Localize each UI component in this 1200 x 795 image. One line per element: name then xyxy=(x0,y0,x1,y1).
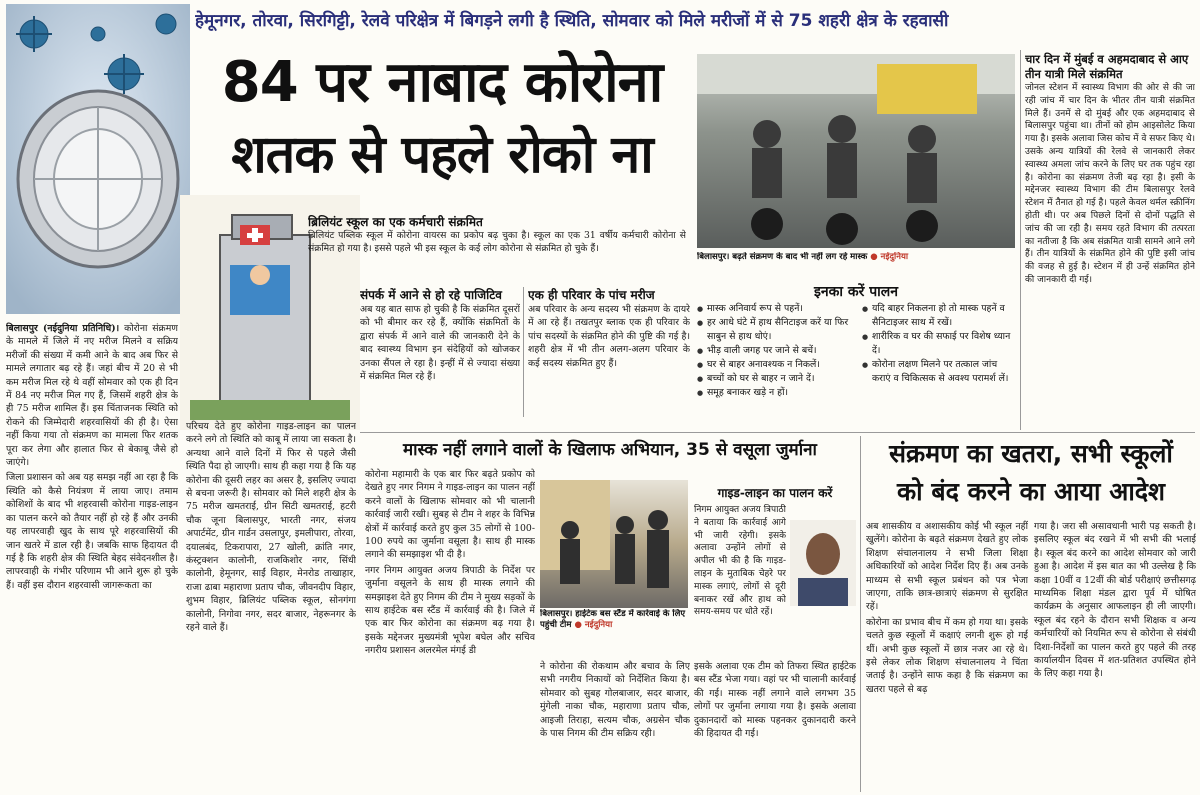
divider xyxy=(1020,50,1021,430)
headline-line-1: 84 पर नाबाद कोरोना xyxy=(221,50,663,115)
headline-line-2: शतक से पहले रोको ना xyxy=(231,125,653,185)
family-body: अब परिवार के अन्य सदस्य भी संक्रमण के दायरे में आ रहे हैं। तखतपुर ब्लाक एक ही परिवार के पांच सदस्यों के संक्रमित होने की पुष्टि की गई है। शहरी क्षेत्र में भी तीन अलग-अलग परिवार के कई सदस्य संक्रमित हुए हैं। xyxy=(528,304,690,369)
caption-credit: ● नईदुनिया xyxy=(870,252,909,262)
brilliant-school-body: ब्रिलियंट पब्लिक स्कूल में कोरोना वायरस का प्रकोप बढ़ चुका है। स्कूल का एक 31 वर्षीय कर्मचारी कोरोना से संक्रमित हो गया है। इससे पहले भी इस स्कूल के कई लोग कोरोना से संक्रमित हो चुके हैं। xyxy=(308,230,686,254)
contact-body: अब यह बात साफ हो चुकी है कि संक्रमित दूसरों को भी बीमार कर रहे हैं, क्योंकि संक्रमितों के द्वारा संपर्क में आने वाले की जानकारी देने के बाद स्वास्थ्य विभाग इन संदेहियों को खोजकर उनका सैंपल ले रहा है। इन्हीं में से ज्यादा संख्या में संक्रमित मिल रहे हैं। xyxy=(360,304,520,383)
list-item: ● हर आधे घंटे में हाथ सैनिटाइज करें या फिर साबुन से हाथ धोएं। xyxy=(697,316,857,344)
schools-col2: गया है। जरा सी असावधानी भारी पड़ सकती है। इसलिए स्कूल बंद रखने में भी सभी की भलाई है। स्कूल बंद करने का आदेश सोमवार को जारी हुआ है। आदेश में इस बात का भी उल्लेख है कि कक्षा 10वीं व 12वीं की बोर्ड परीक्षाएं छत्तीसगढ़ माध्यमिक शिक्षा मंडल द्वारा पूर्व में घोषित कार्यक्रम के अनुसार आफलाइन ही ली जाएगी। स्कूल बंद रहने के दौरान सभी शिक्षक व अन्य कर्मचारियों को नियमित रूप से कोरोना से संबंधी दिशा-निर्देशों का पालन करते हुए पहले की तरह कार्यालयीन दिवस में शत-प्रतिशत उपस्थित होने के लिए कहा गया है। xyxy=(1034,521,1196,680)
mask-drive-col1 xyxy=(365,468,535,790)
list-item: ● समूह बनाकर खड़े न हों। xyxy=(697,386,857,400)
follow-list-left xyxy=(697,302,857,432)
traffic-photo xyxy=(697,54,1015,248)
divider xyxy=(523,287,524,417)
divider xyxy=(360,432,1195,433)
schools-p2: कोरोना का प्रभाव बीच में कम हो गया था। इसके चलते कुछ स्कूलों में कक्षाएं लगनी शुरू हो गई थीं। अभी कुछ स्कूलों में छात्र नजर आ रहे थे। इसे लेकर लोक शिक्षण संचालनालय ने चिंता जताई है। उन्होंने साफ कहा है कि संक्रमण का खतरा पहले से बढ़ xyxy=(866,616,1028,695)
list-item: ● यदि बाहर निकलना हो तो मास्क पहनें व सैनिटाइजर साथ में रखें। xyxy=(862,302,1015,330)
mask-drive-p1: कोरोना महामारी के एक बार फिर बढ़ते प्रकोप को देखते हुए नगर निगम ने गाइड-लाइन का पालन नहीं करने वालों के खिलाफ सोमवार को भी चालानी कार्रवाई जारी रखी। सुबह से टीम ने शहर के विभिन्न क्षेत्रों में कार्रवाई करते हुए कुल 35 लोगों से 100-100 रुपये का जुर्माना वसूला है। साथ ही मास्क लगाने की समझाइश भी दी है। xyxy=(365,469,535,561)
mask-drive-col2: ने कोरोना की रोकथाम और बचाव के लिए सभी नगरीय निकायों को निर्देशित किया है। सोमवार को सुबह गोलबाजार, सदर बाजार, मुंगेली नाका चौक, महाराणा प्रताप चौक, आइजी तिराहा, सत्यम चौक, अग्रसेन चौक के पास निगम की टीम सक्रिय रही। xyxy=(540,661,690,740)
traveller-body: जोनल स्टेशन में स्वास्थ्य विभाग की ओर से की जा रही जांच में चार दिन के भीतर तीन यात्री संक्रमित मिले हैं। उनमें से दो मुंबई और एक अहमदाबाद से बिलासपुर पहुंचा था। तीनों को होम आइसोलेट किया गया है। इसके अलावा जिस कोच में वे सफर किए थे। उसके अन्य यात्रियों की रेलवे से जानकारी लेकर स्वास्थ्य अमला जांच करने के लिए घर तक पहुंच रहा है। कोरोना का संक्रमण तेजी बढ़ रहा है। इसी के मद्देनजर स्वास्थ्य विभाग की टीम बिलासपुर रेलवे स्टेशन में तैनात हो गई है। पहले केवल थर्मल स्क्रीनिंग होती थी। पर अब पिछले दिनों से दोनों पद्धति से जांच की जा रही है। समय रहते विभाग की तत्परता का नतीजा है कि अब संक्रमित यात्री सामने आने लगे हैं। तीन यात्रियों के संक्रमित होने की पुष्टि इसी जांच की वजह से हुई है। स्टेशन में ही उन्हें संक्रमित होने की जानकारी दी गई। xyxy=(1025,83,1195,285)
guideline-body: निगम आयुक्त अजय त्रिपाठी ने बताया कि कार्रवाई आगे भी जारी रहेगी। इसके अलावा उन्होंने लोगों से अपील भी की है कि गाइड-लाइन के मुताबिक चेहरे पर मास्क लगाएं, लोगों से दूरी बनाकर रखें और हाथ को समय-समय पर धोते रहें। xyxy=(694,505,786,618)
bus-stand-photo xyxy=(540,480,688,608)
list-item: ● मास्क अनिवार्य रूप से पहनें। xyxy=(697,302,857,316)
follow-title: इनका करें पालन xyxy=(813,284,899,300)
schools-p1: अब शासकीय व अशासकीय कोई भी स्कूल नहीं खुलेंगे। कोरोना के बढ़ते संक्रमण देखते हुए लोक शिक्षण संचालनालय ने सभी जिला शिक्षा अधिकारियों को आदेश निर्देश दिए हैं। अब उनके माध्यम से सभी स्कूल प्रबंधन को पत्र भेजा जाएगा, ताकि छात्र-छात्राएं संक्रमण से सुरक्षित रहें। xyxy=(866,521,1028,613)
list-item: ● बच्चों को घर से बाहर न जाने दें। xyxy=(697,372,857,386)
caption-place: बिलासपुर xyxy=(697,252,727,262)
mask-drive-p2: नगर निगम आयुक्त अजय त्रिपाठी के निर्देश पर जुर्माना वसूलने के साथ ही मास्क लगाने की समझाइश देते हुए निगम की टीम ने मुख्य सड़कों के साथ हाईटेक बस स्टैंड में कार्रवाई की है। जिले में एक बार फिर कोरोना का संक्रमण बढ़ गया है। इसके मद्देनजर मुख्यमंत्री भूपेश बघेल और सचिव नगरीय प्रशासन अलरमेल मंगई डी xyxy=(365,564,535,657)
coronavirus-illustration xyxy=(6,4,190,314)
schools-title-line-1: संक्रमण का खतरा, सभी स्कूलों xyxy=(889,439,1173,468)
traffic-photo-caption xyxy=(697,252,1015,264)
brilliant-school-title: ब्रिलियंट स्कूल का एक कर्मचारी संक्रमित xyxy=(308,215,483,229)
caption-text: । बढ़ते संक्रमण के बाद भी नहीं लग रहे मास्क xyxy=(726,252,868,262)
divider xyxy=(860,436,861,792)
mask-drive-col3: इसके अलावा एक टीम को तिफरा स्थित हाईटेक बस स्टैंड भेजा गया। वहां पर भी चालानी कार्रवाई की गई। मास्क नहीं लगाने वाले लगभग 35 लोगों पर जुर्माना लगाया गया है। इसके अलावा दुकानदारों को मास्क पहनकर दुकानदारी करने की हिदायत दी गई। xyxy=(694,661,856,740)
main-story-col1 xyxy=(6,322,178,792)
list-item: ● शारीरिक व घर की सफाई पर विशेष ध्यान दें। xyxy=(862,330,1015,358)
schools-title-line-2: को बंद करने का आया आदेश xyxy=(896,477,1166,506)
list-item: ● भीड़ वाली जगह पर जाने से बचें। xyxy=(697,344,857,358)
mask-drive-title: मास्क नहीं लगाने वालों के खिलाफ अभियान, 35 से वसूला जुर्माना xyxy=(403,440,817,460)
contact-title: संपर्क में आने से हो रहे पाजिटिव xyxy=(360,288,502,302)
traveller-title: चार दिन में मुंबई व अहमदाबाद से आए तीन यात्री मिले संक्रमित xyxy=(1025,52,1189,81)
caption-text: । हाईटेक बस स्टैंड में कार्रवाई के लिए पहुंची टीम xyxy=(540,609,686,630)
shield-illustration xyxy=(18,91,178,267)
main-story-p1: कोरोना संक्रमण के मामले में जिले में नए मरीज मिलने व सक्रिय मरीजों की संख्या में कमी आने के बाद अब फिर से मामले लगातार बढ़ रहे हैं। जहां बीच में 20 से भी कम मरीज मिल रहे थे वहीं सोमवार को एक ही दिन में 84 नए मरीज मिल गए हैं, जिसमें शहरी क्षेत्र के ही 75 मरीज शामिल हैं। इस चिंताजनक स्थिति को रोकने की जिम्मेदारी शहरवासियों की ही है। ऐसा नहीं किया गया तो संक्रमण का मामला फिर शतक पूरा कर लेगा और हालात फिर से बेकाबू जैसे हो जाएंगे। xyxy=(6,323,178,469)
guideline-title: गाइड-लाइन का पालन करें xyxy=(717,486,833,500)
brilliant-school-box xyxy=(308,214,686,272)
main-story-p2: जिला प्रशासन को अब यह समझ नहीं आ रहा है कि स्थिति को कैसे नियंत्रण में लाया जाए। तमाम कोशिशों के बाद भी शहरवासी कोरोना गाइड-लाइन का पालन करने को तैयार नहीं हो रहे हैं और उनकी यह लापरवाही खुद के साथ पूरे शहरवासियों की जान खतरे में डाल रही है। जबकि साफ हिदायत दी गई है कि शहरी क्षेत्र की स्थिति बेहद संवेदनशील है। लापरवाही के गंभीर परिणाम भी आने शुरू हो चुके हैं। वहीं इस दौरान शहरवासी जागरूकता का xyxy=(6,472,178,591)
family-box xyxy=(528,287,690,417)
bus-stand-caption xyxy=(540,609,688,633)
dateline: बिलासपुर (नईदुनिया प्रतिनिधि)। xyxy=(6,323,120,334)
main-story-col2: परिचय देते हुए कोरोना गाइड-लाइन का पालन करने लगे तो स्थिति को काबू में लाया जा सकता है। अन्यथा आने वाले दिनों में फिर से पहले जैसी स्थिति पैदा हो जाएगी। साथ ही कहा गया है कि यह कोरोना की दूसरी लहर का असर है, इसलिए ज्यादा से बचना जरूरी है। सोमवार को मिले शहरी क्षेत्र के 75 मरीज खमतराई, ग्रीन सिटी खमतराई, हटरी चौक जूना बिलासपुर, भारती नगर, संजय अपार्टमेंट, ग्रीन गार्डन उसलापुर, इमलीपारा, तोरवा, दयालबंद, टिकरापारा, 27 खोली, क्रांति नगर, कंस्ट्रक्शन कालोनी, राजकिशोर नगर, सिंधी कालोनी, हेमूनगर, साईं विहार, मेनरोड ताखाहार, राजा ढाबा महाराणा प्रताप चौक, जीवनदीप विहार, शुभम विहार, ब्रिलियंट पब्लिक स्कूल, सोनगंगा कालोनी, निगोवा नगर, सदर बाजार, नेहरूनगर के रहने वाले हैं। xyxy=(186,421,356,634)
family-title: एक ही परिवार के पांच मरीज xyxy=(528,288,655,302)
caption-place: बिलासपुर xyxy=(540,609,570,619)
officer-portrait xyxy=(790,520,856,606)
list-item: ● घर से बाहर अनावश्यक न निकलें। xyxy=(697,358,857,372)
kicker-headline: हेमूनगर, तोरवा, सिरगिट्टी, रेलवे परिक्षेत्र में बिगड़ने लगी है स्थिति, सोमवार को मिले मरीजों में से 75 शहरी क्षेत्र के रहवासी xyxy=(195,11,949,31)
traveller-box xyxy=(1025,52,1195,432)
contact-box xyxy=(360,287,520,417)
caption-credit: ● नईदुनिया xyxy=(574,620,613,630)
schools-col1 xyxy=(866,520,1028,792)
follow-list-right xyxy=(862,302,1015,432)
list-item: ● कोरोना लक्षण मिलने पर तत्काल जांच कराएं व चिकित्सक से अवश्य परामर्श लें। xyxy=(862,358,1015,386)
